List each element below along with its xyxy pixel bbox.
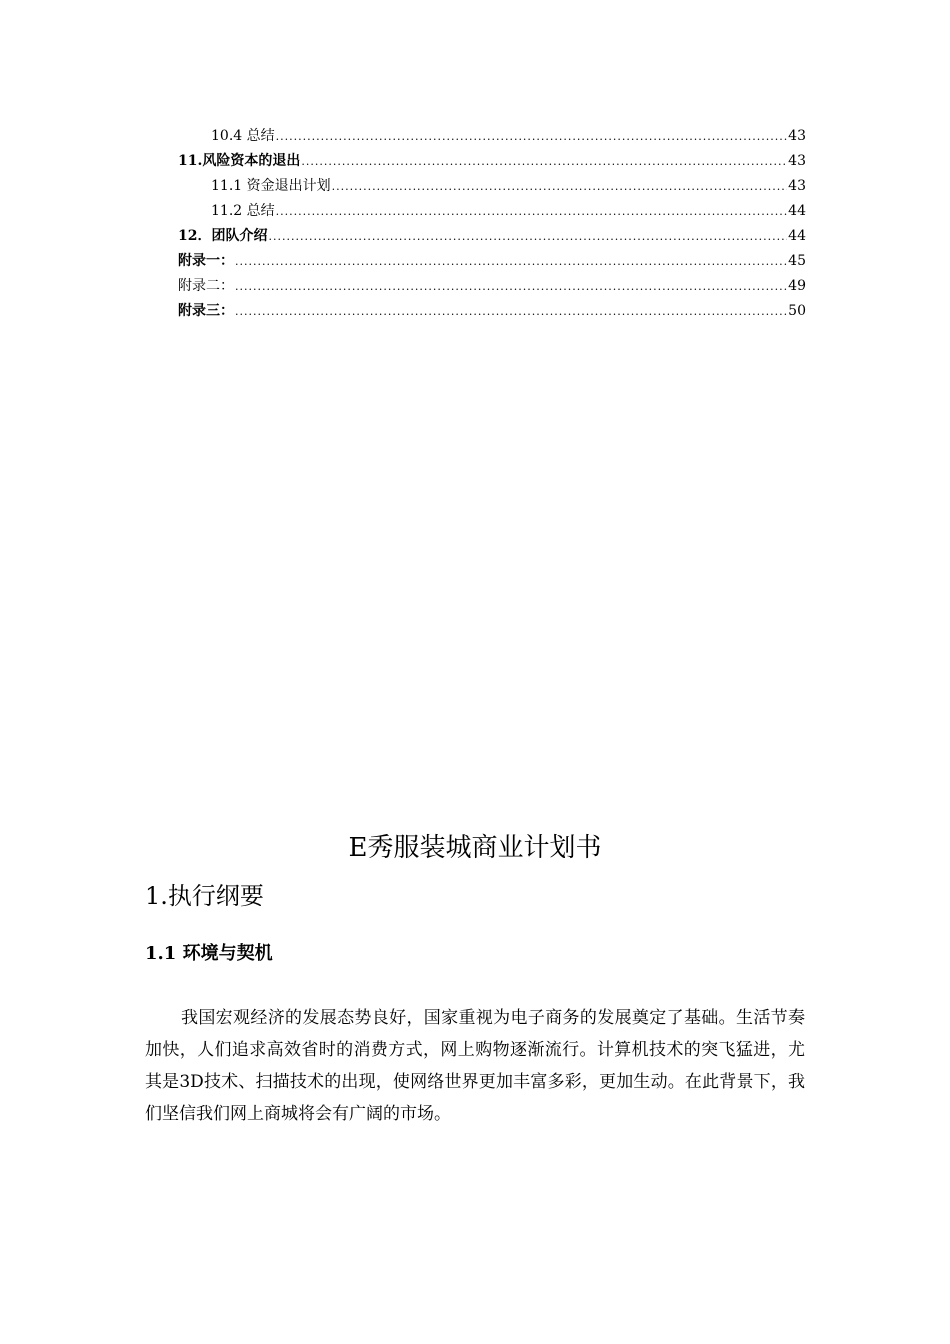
document-title: E秀服装城商业计划书 xyxy=(348,833,602,863)
toc-entry-label: 10.4 总结 xyxy=(211,128,275,144)
toc-entry-appendix-2[interactable] xyxy=(178,276,806,301)
toc-leader-dots xyxy=(276,127,788,147)
toc-entry-label: 附录一： xyxy=(178,253,234,269)
toc-entry-10-4[interactable] xyxy=(178,126,806,151)
toc-leader-dots xyxy=(276,202,788,222)
toc-leader-dots xyxy=(332,177,788,197)
subsection-heading: 1.1 环境与契机 xyxy=(145,943,273,964)
toc-entry-11-2[interactable] xyxy=(178,201,806,226)
toc-entry-label: 11.风险资本的退出 xyxy=(178,153,301,169)
toc-entry-label: 11.2 总结 xyxy=(211,203,275,219)
toc-leader-dots xyxy=(301,152,787,172)
toc-leader-dots xyxy=(235,302,787,322)
toc-entry-label: 附录三： xyxy=(178,303,234,319)
toc-entry-page: 43 xyxy=(788,128,806,144)
section-heading: 1.执行纲要 xyxy=(145,882,264,910)
toc-entry-page: 45 xyxy=(788,253,806,269)
toc-entry-label: 附录二： xyxy=(178,278,234,294)
toc-entry-page: 49 xyxy=(788,278,806,294)
toc-entry-page: 44 xyxy=(788,203,806,219)
toc-entry-appendix-1[interactable] xyxy=(178,251,806,276)
toc-entry-11-1[interactable] xyxy=(178,176,806,201)
toc-entry-page: 44 xyxy=(788,228,806,244)
toc-entry-11[interactable] xyxy=(178,151,806,176)
toc-entry-page: 43 xyxy=(788,178,806,194)
toc-entry-appendix-3[interactable] xyxy=(178,301,806,326)
body-paragraph: 我国宏观经济的发展态势良好，国家重视为电子商务的发展奠定了基础。生活节奏加快，人们追求高效省时的消费方式，网上购物逐渐流行。计算机技术的突飞猛进，尤其是3D技术、扫描技术的出现，使网络世界更加丰富多彩，更加生动。在此背景下，我们坚信我们网上商城将会有广阔的市场。 xyxy=(145,1008,805,1124)
toc-leader-dots xyxy=(268,227,787,247)
toc-entry-label: 12．团队介绍 xyxy=(178,228,268,244)
toc-entry-label: 11.1 资金退出计划 xyxy=(211,178,331,194)
table-of-contents xyxy=(178,126,806,326)
toc-entry-page: 43 xyxy=(788,153,806,169)
toc-leader-dots xyxy=(235,277,787,297)
toc-leader-dots xyxy=(235,252,787,272)
toc-entry-12[interactable] xyxy=(178,226,806,251)
toc-entry-page: 50 xyxy=(788,303,806,319)
